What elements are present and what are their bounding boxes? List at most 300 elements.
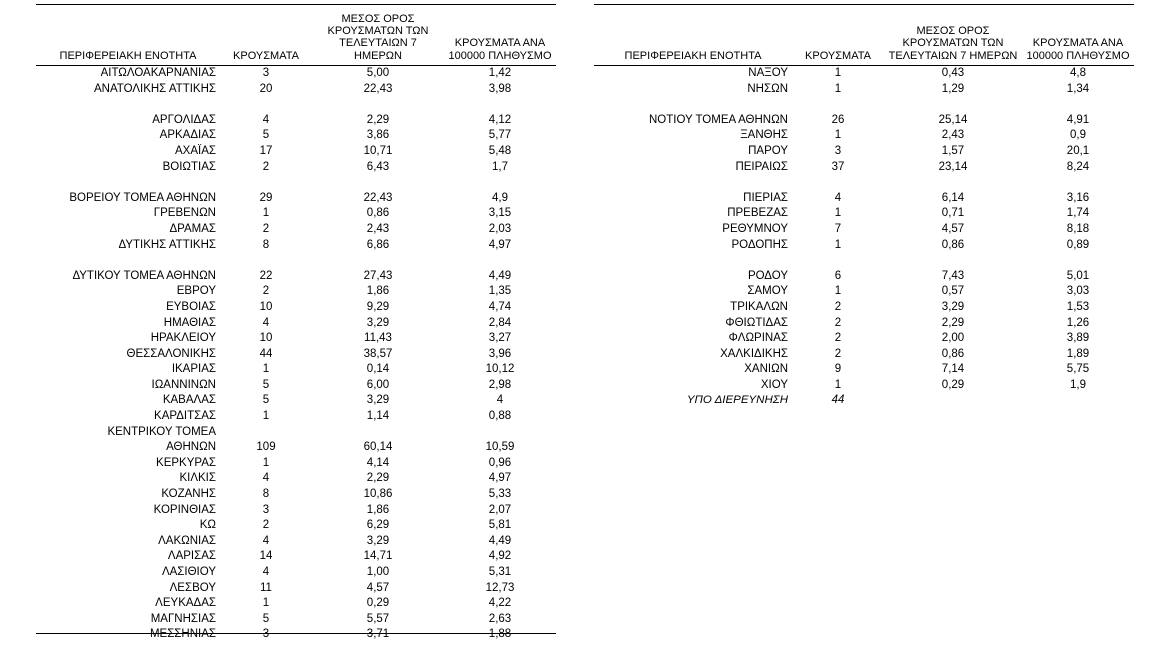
- cell-per100k: 1,7: [492, 160, 508, 173]
- cell-cases: 44: [259, 347, 273, 360]
- cell-avg7: 1,86: [366, 285, 390, 298]
- cell-per100k: 5,77: [488, 129, 512, 142]
- cell-cases: [792, 175, 884, 191]
- header-avg7-line1: ΜΕΣΟΣ ΟΡΟΣ: [916, 25, 990, 38]
- cell-region: ΡΟΔΟΥ: [747, 269, 788, 282]
- table-row: [36, 191, 556, 207]
- cell-avg7: 3,29: [941, 300, 965, 313]
- cell-avg7: 14,71: [363, 550, 393, 563]
- cell-per100k: 3,16: [1066, 191, 1090, 204]
- cell-avg7: 2,29: [366, 113, 390, 126]
- cell-region: ΚΩ: [199, 519, 216, 532]
- cell-avg7: 2,29: [941, 316, 965, 329]
- cell-avg7: 4,14: [366, 456, 390, 469]
- cell-per100k: 1,9: [1070, 378, 1086, 391]
- table-row: [36, 66, 556, 82]
- cell-per100k: 10,12: [485, 363, 515, 376]
- table-spacer-row: [36, 253, 556, 269]
- cell-avg7: 6,00: [366, 378, 390, 391]
- cell-cases: 1: [834, 378, 842, 391]
- table-row: [36, 82, 556, 98]
- cell-per100k: 4,12: [488, 113, 512, 126]
- table-row: [594, 316, 1134, 332]
- cell-region: ΧΙΟΥ: [760, 378, 788, 391]
- header-cases-right: ΚΡΟΥΣΜΑΤΑ: [792, 5, 884, 66]
- cell-cases: 10: [259, 300, 273, 313]
- cell-cases: 9: [834, 363, 842, 376]
- cell-per100k: [444, 175, 556, 191]
- cell-region: ΚΟΖΑΝΗΣ: [161, 488, 216, 501]
- cell-per100k: 3,89: [1066, 332, 1090, 345]
- table-row: [594, 300, 1134, 316]
- cell-region: ΚΙΛΚΙΣ: [179, 472, 216, 485]
- table-body-right: [594, 66, 1134, 410]
- cell-cases: 1: [834, 285, 842, 298]
- cell-region: ΧΑΛΚΙΔΙΚΗΣ: [720, 347, 788, 360]
- cell-region: ΛΑΣΙΘΙΟΥ: [161, 566, 216, 578]
- cell-region: ΛΑΚΩΝΙΑΣ: [158, 534, 216, 547]
- cell-avg7: 0,71: [941, 207, 965, 220]
- table-row: [36, 362, 556, 378]
- cell-avg7: 3,29: [366, 394, 390, 407]
- cell-avg7: 9,29: [366, 300, 390, 313]
- cell-region: ΚΑΒΑΛΑΣ: [162, 394, 216, 407]
- cell-region: ΘΕΣΣΑΛΟΝΙΚΗΣ: [126, 347, 216, 360]
- cell-region: [36, 175, 220, 191]
- cell-per100k: 1,34: [1066, 82, 1090, 95]
- cell-per100k: 8,18: [1066, 222, 1090, 235]
- cell-cases: 5: [262, 129, 270, 142]
- cell-avg7: [312, 175, 444, 191]
- cell-avg7: 2,43: [941, 129, 965, 142]
- cell-cases: 2: [834, 347, 842, 360]
- header-per100k-left: [444, 5, 556, 66]
- cell-per100k: 5,31: [488, 566, 512, 578]
- cell-region: ΗΡΑΚΛΕΙΟΥ: [150, 332, 216, 345]
- cell-cases: 2: [834, 316, 842, 329]
- cell-avg7: 10,86: [363, 488, 393, 501]
- cell-region: ΚΟΡΙΝΘΙΑΣ: [153, 503, 216, 516]
- table-row: [36, 222, 556, 238]
- cell-region: ΞΑΝΘΗΣ: [740, 129, 788, 142]
- header-avg7-line2: ΚΡΟΥΣΜΑΤΩΝ ΤΩΝ: [327, 25, 429, 38]
- cell-per100k: 1,53: [1066, 300, 1090, 313]
- cell-avg7: 22,43: [363, 82, 393, 95]
- table-row: [36, 518, 556, 534]
- cell-region: ΧΑΝΙΩΝ: [744, 363, 788, 376]
- header-per100k-right: [1022, 5, 1134, 66]
- cell-per100k: 2,07: [488, 503, 512, 516]
- table-row: [594, 347, 1134, 363]
- cell-avg7: 5,00: [366, 67, 390, 79]
- table-row: [594, 144, 1134, 160]
- cell-region: ΛΕΣΒΟΥ: [169, 581, 216, 594]
- cell-per100k: 1,35: [488, 285, 512, 298]
- cell-cases: 1: [262, 207, 270, 220]
- cell-cases: [220, 425, 312, 441]
- table-row: [594, 160, 1134, 176]
- cell-per100k: 3,27: [488, 332, 512, 345]
- cell-region: ΠΡΕΒΕΖΑΣ: [727, 207, 788, 220]
- cell-per100k: 4,49: [488, 534, 512, 547]
- cell-cases: 22: [259, 269, 273, 282]
- table-row: [36, 549, 556, 565]
- table-row: [36, 581, 556, 597]
- cell-region: ΔΥΤΙΚΗΣ ΑΤΤΙΚΗΣ: [118, 238, 216, 251]
- table-row: [594, 191, 1134, 207]
- cell-per100k: 4,49: [488, 269, 512, 282]
- cell-per100k: 3,03: [1066, 285, 1090, 298]
- cell-region: ΚΕΡΚΥΡΑΣ: [156, 456, 216, 469]
- table-row: [594, 284, 1134, 300]
- header-region-right: ΠΕΡΙΦΕΡΕΙΑΚΗ ΕΝΟΤΗΤΑ: [594, 5, 792, 66]
- cell-avg7: 5,57: [366, 612, 390, 625]
- cell-region: ΑΡΓΟΛΙΔΑΣ: [152, 113, 216, 126]
- cell-cases: 109: [256, 441, 276, 454]
- cell-region: ΛΕΥΚΑΔΑΣ: [155, 597, 216, 610]
- cell-per100k: [1022, 253, 1134, 269]
- cell-cases: 10: [259, 332, 273, 345]
- cell-avg7: 3,29: [366, 534, 390, 547]
- cell-avg7: [884, 175, 1022, 191]
- cell-per100k: [1022, 97, 1134, 113]
- cell-per100k: 0,89: [1066, 238, 1090, 251]
- cell-per100k: 3,98: [488, 82, 512, 95]
- cell-cases: 3: [262, 67, 270, 79]
- table-spacer-row: [36, 97, 556, 113]
- cell-cases: 4: [262, 566, 270, 578]
- cell-avg7: 3,29: [366, 316, 390, 329]
- cell-region: [594, 253, 792, 269]
- cell-avg7: 27,43: [363, 269, 393, 282]
- cell-cases: 4: [262, 472, 270, 485]
- table-row: [594, 66, 1134, 82]
- table-row: [36, 206, 556, 222]
- cell-region: ΔΡΑΜΑΣ: [169, 222, 216, 235]
- table-row: [36, 425, 556, 441]
- cell-per100k: 12,73: [485, 581, 515, 594]
- header-per100k-line2: 100000 ΠΛΗΘΥΣΜΟ: [1026, 49, 1130, 62]
- cell-per100k: 1,89: [1066, 347, 1090, 360]
- cell-avg7: 1,14: [366, 410, 390, 423]
- cell-cases: [220, 253, 312, 269]
- cell-cases: 4: [834, 191, 842, 204]
- cell-avg7: 1,86: [366, 503, 390, 516]
- cell-avg7: [884, 393, 1022, 409]
- cell-avg7: 11,43: [364, 332, 392, 345]
- table-spacer-row: [594, 175, 1134, 191]
- cell-cases: 2: [262, 285, 270, 298]
- cell-cases: 4: [262, 316, 270, 329]
- cell-per100k: [1022, 393, 1134, 409]
- header-avg7-line1: ΜΕΣΟΣ ΟΡΟΣ: [341, 12, 415, 25]
- header-per100k-line2: 100000 ΠΛΗΘΥΣΜΟ: [448, 49, 552, 62]
- cell-region: ΠΕΙΡΑΙΩΣ: [735, 160, 788, 173]
- table-row: [36, 144, 556, 160]
- header-per100k-line1: ΚΡΟΥΣΜΑΤΑ ΑΝΑ: [454, 37, 546, 50]
- table-spacer-row: [594, 97, 1134, 113]
- cell-per100k: 4: [496, 394, 504, 407]
- header-avg7-left: [312, 5, 444, 66]
- cell-cases: 1: [834, 129, 842, 142]
- table-body-left: [36, 66, 556, 643]
- cell-cases: 29: [259, 191, 273, 204]
- table-row: [36, 456, 556, 472]
- table-row: [36, 471, 556, 487]
- cell-avg7: 3,71: [366, 628, 390, 641]
- cell-avg7: 1,57: [941, 144, 965, 157]
- table-bottom-rule: [36, 633, 556, 634]
- cell-avg7: 0,86: [941, 347, 965, 360]
- cell-per100k: 4,97: [488, 238, 512, 251]
- cell-cases: 1: [834, 67, 842, 79]
- cell-avg7: 60,14: [363, 441, 393, 454]
- cell-per100k: [444, 425, 556, 441]
- cell-per100k: 8,24: [1066, 160, 1090, 173]
- header-per100k-line1: ΚΡΟΥΣΜΑΤΑ ΑΝΑ: [1032, 37, 1124, 50]
- regional-cases-table-left: [36, 4, 556, 643]
- cell-cases: 1: [262, 456, 270, 469]
- cell-per100k: 2,98: [488, 378, 512, 391]
- cell-cases: 3: [262, 503, 270, 516]
- cell-avg7: 7,14: [941, 363, 965, 376]
- cell-cases: 2: [834, 300, 842, 313]
- table-row: [36, 393, 556, 409]
- table-row: [36, 113, 556, 129]
- cell-cases: 6: [834, 269, 842, 282]
- cell-cases: [220, 97, 312, 113]
- cell-region: ΣΑΜΟΥ: [747, 285, 788, 298]
- cell-cases: 14: [259, 550, 273, 563]
- cell-region: ΝΑΞΟΥ: [748, 67, 788, 79]
- cell-region: ΚΕΝΤΡΙΚΟΥ ΤΟΜΕΑ: [107, 425, 216, 438]
- table-spacer-row: [594, 253, 1134, 269]
- cell-per100k: 5,01: [1066, 269, 1090, 282]
- cell-avg7: [312, 425, 444, 441]
- cell-avg7: 3,86: [366, 129, 390, 142]
- table-row: [36, 627, 556, 643]
- cell-cases: 1: [834, 82, 842, 95]
- cell-per100k: 4,97: [488, 472, 512, 485]
- table-row: [36, 409, 556, 425]
- header-cases-left: ΚΡΟΥΣΜΑΤΑ: [220, 5, 312, 66]
- cell-cases: 1: [262, 410, 270, 423]
- cell-avg7: 0,57: [941, 285, 965, 298]
- table-row: [36, 487, 556, 503]
- table-row: [36, 284, 556, 300]
- cell-avg7: 2,43: [366, 222, 390, 235]
- cell-region: ΑΡΚΑΔΙΑΣ: [159, 129, 216, 142]
- cell-per100k: 2,84: [488, 316, 512, 329]
- cell-per100k: 4,92: [488, 550, 512, 563]
- cell-cases: [792, 253, 884, 269]
- cell-region: ΑΧΑΪΑΣ: [175, 144, 216, 157]
- cell-avg7: [884, 97, 1022, 113]
- cell-per100k: 20,1: [1066, 144, 1090, 157]
- regional-cases-table-right: [594, 4, 1134, 409]
- cell-cases: 37: [831, 160, 845, 173]
- cell-region: ΓΡΕΒΕΝΩΝ: [153, 207, 216, 220]
- table-row: [36, 378, 556, 394]
- cell-region: ΡΕΘΥΜΝΟΥ: [722, 222, 788, 235]
- cell-per100k: [1022, 175, 1134, 191]
- cell-per100k: 3,96: [488, 347, 512, 360]
- cell-cases: 2: [262, 519, 270, 532]
- table-row: [36, 316, 556, 332]
- cell-avg7: 4,57: [366, 581, 390, 594]
- cell-region: [594, 175, 792, 191]
- table-row: [36, 534, 556, 550]
- cell-region: ΡΟΔΟΠΗΣ: [731, 238, 788, 251]
- cell-avg7: 4,57: [941, 222, 965, 235]
- cell-cases: 44: [831, 394, 845, 407]
- table-row: [36, 238, 556, 254]
- cell-region: ΒΟΡΕΙΟΥ ΤΟΜΕΑ ΑΘΗΝΩΝ: [69, 191, 216, 204]
- cell-per100k: 4,9: [492, 191, 508, 204]
- cell-region: ΚΑΡΔΙΤΣΑΣ: [154, 410, 216, 423]
- cell-region: ΗΜΑΘΙΑΣ: [163, 316, 216, 329]
- cell-cases: 5: [262, 394, 270, 407]
- cell-avg7: 2,00: [941, 332, 965, 345]
- cell-cases: 2: [834, 332, 842, 345]
- table-header-left: [36, 5, 556, 66]
- table-row: [594, 206, 1134, 222]
- cell-per100k: [444, 97, 556, 113]
- cell-per100k: 5,48: [488, 144, 512, 157]
- cell-cases: 5: [262, 612, 270, 625]
- cell-per100k: [444, 253, 556, 269]
- cell-region: ΝΗΣΩΝ: [747, 82, 788, 95]
- header-avg7-line3: ΤΕΛΕΥΤΑΙΩΝ 7 ΗΜΕΡΩΝ: [888, 49, 1018, 62]
- cell-region: ΑΘΗΝΩΝ: [166, 441, 216, 454]
- cell-avg7: 0,43: [941, 67, 965, 79]
- cell-cases: 17: [259, 144, 273, 157]
- table-row: [36, 565, 556, 581]
- cell-per100k: 0,96: [488, 456, 512, 469]
- cell-region: ΜΕΣΣΗΝΙΑΣ: [149, 628, 216, 641]
- cell-cases: 1: [262, 597, 270, 610]
- table-row: [36, 503, 556, 519]
- cell-cases: 4: [262, 534, 270, 547]
- cell-avg7: 6,43: [366, 160, 390, 173]
- cell-region: ΦΛΩΡΙΝΑΣ: [728, 332, 788, 345]
- table-row: [594, 331, 1134, 347]
- cell-per100k: 5,33: [488, 488, 512, 501]
- cell-per100k: 4,91: [1066, 113, 1090, 126]
- cell-avg7: 1,00: [366, 566, 390, 578]
- cell-cases: 7: [834, 222, 842, 235]
- cell-avg7: 6,86: [366, 238, 390, 251]
- cell-region: ΑΝΑΤΟΛΙΚΗΣ ΑΤΤΙΚΗΣ: [93, 82, 216, 95]
- table-row: [594, 128, 1134, 144]
- cell-cases: 26: [831, 113, 845, 126]
- cell-region: ΙΚΑΡΙΑΣ: [171, 363, 216, 376]
- cell-avg7: 7,43: [941, 269, 965, 282]
- cell-per100k: 1,74: [1066, 207, 1090, 220]
- cell-per100k: 5,81: [488, 519, 512, 532]
- cell-per100k: 4,8: [1070, 67, 1086, 79]
- table-row: [594, 222, 1134, 238]
- cell-per100k: 1,26: [1066, 316, 1090, 329]
- table-row: [594, 269, 1134, 285]
- cell-avg7: [312, 253, 444, 269]
- cell-per100k: 1,88: [488, 628, 512, 641]
- header-avg7-line3: ΤΕΛΕΥΤΑΙΩΝ 7 ΗΜΕΡΩΝ: [339, 37, 417, 62]
- cell-region: ΥΠΟ ΔΙΕΡΕΥΝΗΣΗ: [686, 394, 788, 407]
- table-row: [36, 128, 556, 144]
- cell-region: ΠΑΡΟΥ: [748, 144, 788, 157]
- cell-per100k: 2,03: [488, 222, 512, 235]
- header-avg7-line2: ΚΡΟΥΣΜΑΤΩΝ ΤΩΝ: [902, 37, 1004, 50]
- cell-avg7: 0,86: [366, 207, 390, 220]
- cell-per100k: 2,63: [488, 612, 512, 625]
- cell-cases: [792, 97, 884, 113]
- cell-per100k: 3,15: [488, 207, 512, 220]
- cell-region: ΕΥΒΟΙΑΣ: [166, 300, 216, 313]
- cell-region: [36, 97, 220, 113]
- table-row: [36, 300, 556, 316]
- table-row: [594, 113, 1134, 129]
- cell-cases: 3: [834, 144, 842, 157]
- table-row: [594, 238, 1134, 254]
- table-row: [36, 612, 556, 628]
- cell-avg7: 10,71: [363, 144, 393, 157]
- cell-cases: 2: [262, 222, 270, 235]
- cell-region: ΤΡΙΚΑΛΩΝ: [730, 300, 788, 313]
- cell-avg7: 38,57: [363, 347, 393, 360]
- cell-avg7: 1,29: [941, 82, 965, 95]
- cell-cases: 20: [259, 82, 273, 95]
- cell-avg7: 6,29: [366, 519, 390, 532]
- cell-avg7: [312, 97, 444, 113]
- cell-avg7: 0,29: [366, 597, 390, 610]
- cell-region: ΒΟΙΩΤΙΑΣ: [162, 160, 216, 173]
- cell-region: ΠΙΕΡΙΑΣ: [743, 191, 788, 204]
- header-avg7-right: [884, 5, 1022, 66]
- cell-avg7: 0,29: [941, 378, 965, 391]
- table-row: [594, 82, 1134, 98]
- cell-cases: 8: [262, 238, 270, 251]
- cell-avg7: 23,14: [938, 160, 968, 173]
- cell-region: [36, 253, 220, 269]
- table-header-right: [594, 5, 1134, 66]
- cell-avg7: 25,14: [938, 113, 968, 126]
- cell-region: ΙΩΑΝΝΙΝΩΝ: [151, 378, 216, 391]
- cell-avg7: 22,43: [363, 191, 393, 204]
- cell-region: ΔΥΤΙΚΟΥ ΤΟΜΕΑ ΑΘΗΝΩΝ: [72, 269, 216, 282]
- cell-per100k: 5,75: [1066, 363, 1090, 376]
- cell-per100k: 10,59: [485, 441, 515, 454]
- cell-cases: 3: [262, 628, 270, 641]
- cell-per100k: 1,42: [488, 67, 512, 79]
- cell-cases: [220, 175, 312, 191]
- cell-cases: 8: [262, 488, 270, 501]
- cell-region: [594, 97, 792, 113]
- cell-region: ΑΙΤΩΛΟΑΚΑΡΝΑΝΙΑΣ: [100, 67, 216, 79]
- cell-region: ΛΑΡΙΣΑΣ: [167, 550, 216, 563]
- cell-cases: 11: [260, 581, 272, 594]
- cell-cases: 4: [262, 113, 270, 126]
- cell-region: ΜΑΓΝΗΣΙΑΣ: [150, 612, 216, 625]
- cell-avg7: 0,86: [941, 238, 965, 251]
- table-row: [36, 347, 556, 363]
- cell-cases: 2: [262, 160, 270, 173]
- cell-cases: 1: [262, 363, 270, 376]
- table-row: [594, 393, 1134, 409]
- cell-region: ΕΒΡΟΥ: [176, 285, 216, 298]
- cell-cases: 1: [834, 238, 842, 251]
- table-row: [36, 269, 556, 285]
